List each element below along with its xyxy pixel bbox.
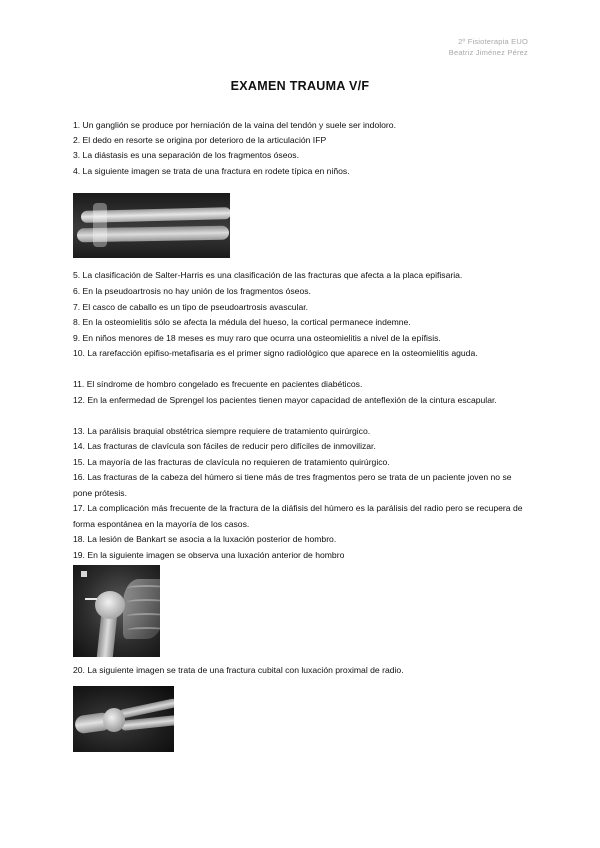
- forearm-xray-image: [73, 193, 230, 258]
- question-7: 7. El casco de caballo es un tipo de pseudoartrosis avascular.: [73, 302, 309, 312]
- question-20: 20. La siguiente imagen se trata de una fractura cubital con luxación proximal de radio.: [73, 665, 404, 675]
- question-8: 8. En la osteomielitis sólo se afecta la médula del hueso, la cortical permanece indemne.: [73, 317, 411, 327]
- question-18: 18. La lesión de Bankart se asocia a la luxación posterior de hombro.: [73, 534, 337, 544]
- question-12: 12. En la enfermedad de Sprengel los pacientes tienen mayor capacidad de anteflexión de la cintura escapular.: [73, 395, 497, 405]
- question-2: 2. El dedo en resorte se origina por deterioro de la articulación IFP: [73, 135, 327, 145]
- question-6: 6. En la pseudoartrosis no hay unión de los fragmentos óseos.: [73, 286, 311, 296]
- question-1: 1. Un ganglión se produce por herniación de la vaina del tendón y suele ser indoloro.: [73, 120, 396, 130]
- page-title: EXAMEN TRAUMA V/F: [230, 79, 370, 93]
- question-4: 4. La siguiente imagen se trata de una fractura en rodete típica en niños.: [73, 166, 350, 176]
- question-3: 3. La diástasis es una separación de los fragmentos óseos.: [73, 150, 299, 160]
- header-meta: [449, 36, 528, 58]
- question-13: 13. La parálisis braquial obstétrica siempre requiere de tratamiento quirúrgico.: [73, 426, 371, 436]
- question-15: 15. La mayoría de las fracturas de clavícula no requieren de tratamiento quirúrgico.: [73, 457, 390, 467]
- question-16: 16. Las fracturas de la cabeza del húmero si tiene más de tres fragmentos pero se trata de un paciente joven no se pone prótesis.: [73, 472, 512, 498]
- question-11: 11. El síndrome de hombro congelado es frecuente en pacientes diabéticos.: [73, 379, 363, 389]
- question-10: 10. La rarefacción epifiso-metafisaria es el primer signo radiológico que aparece en la osteomielitis aguda.: [73, 348, 478, 358]
- shoulder-xray-image: [73, 565, 160, 657]
- header-author: Beatriz Jiménez Pérez: [448, 48, 528, 57]
- header-course: 2º Fisioterapia EUO: [458, 37, 528, 46]
- question-17: 17. La complicación más frecuente de la fractura de la diáfisis del húmero es la parálisis del radio pero se recupera de forma espontánea en la mayoría de los casos.: [73, 503, 523, 529]
- question-14: 14. Las fracturas de clavícula son fáciles de reducir pero difíciles de inmovilizar.: [73, 441, 376, 451]
- question-19: 19. En la siguiente imagen se observa una luxación anterior de hombro: [73, 550, 345, 560]
- question-9: 9. En niños menores de 18 meses es muy raro que ocurra una osteomielitis a nivel de la epífisis.: [73, 333, 441, 343]
- question-5: 5. La clasificación de Salter-Harris es una clasificación de las fracturas que afecta a la placa epifisaria.: [73, 270, 463, 280]
- elbow-xray-image: [73, 686, 174, 752]
